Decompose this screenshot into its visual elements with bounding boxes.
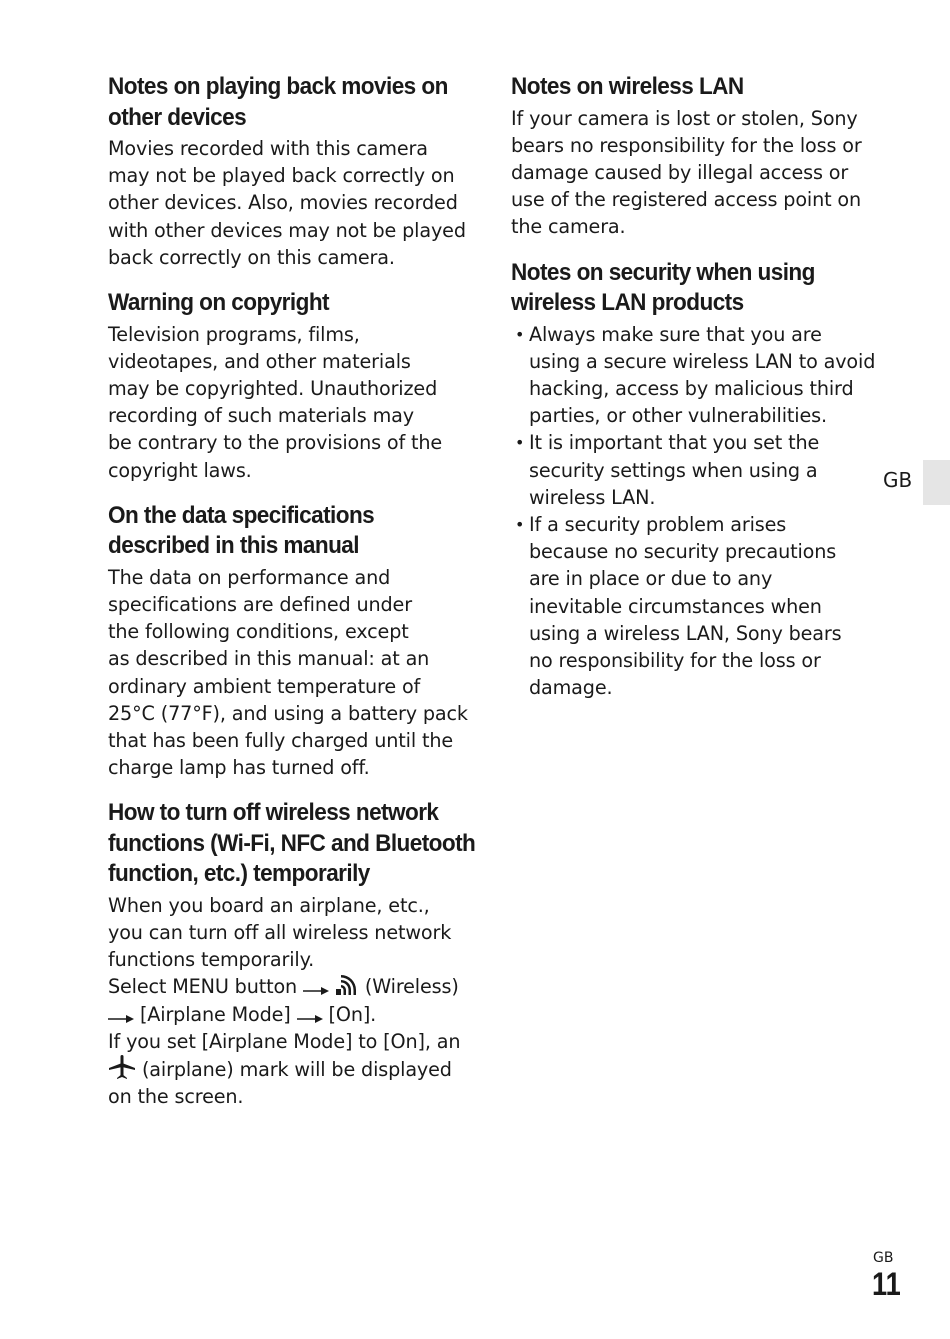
list-item (511, 429, 881, 511)
section-heading (108, 798, 476, 890)
body-line: other devices. Also, movies recorded (108, 191, 458, 215)
section-body (108, 892, 478, 1111)
body-line: use of the registered access point on (511, 188, 862, 212)
body-line: copyright laws. (108, 458, 252, 482)
body-line: functions temporarily. (108, 948, 315, 972)
heading-line: function, etc.) temporarily (108, 860, 370, 888)
left-column (108, 72, 478, 1127)
heading-line: described in this manual (108, 532, 359, 560)
arrow-right-icon (297, 1014, 323, 1024)
section-heading (511, 72, 859, 103)
section-body (108, 135, 478, 271)
menu-path-line (108, 973, 478, 1000)
body-line: using a wireless LAN, Sony bears (529, 621, 842, 645)
body-line: If you set [Airplane Mode] to [On], an (108, 1029, 461, 1053)
heading-line: other devices (108, 103, 247, 131)
section-playback-notes (108, 72, 478, 271)
body-line: charge lamp has turned off. (108, 756, 370, 780)
language-side-tab (923, 460, 950, 505)
body-line: wireless LAN. (529, 485, 656, 509)
body-line: because no security precautions (529, 540, 837, 564)
section-wireless-lan (511, 72, 881, 241)
section-heading (108, 72, 456, 133)
body-line: with other devices may not be played (108, 218, 466, 242)
section-copyright (108, 288, 478, 484)
body-line: may be copyrighted. Unauthorized (108, 376, 438, 400)
section-heading (108, 288, 456, 319)
menu-on-text: [On]. (328, 1002, 377, 1026)
body-line: specifications are defined under (108, 592, 412, 616)
heading-line: functions (Wi-Fi, NFC and Bluetooth (108, 829, 476, 857)
body-line: the camera. (511, 215, 626, 239)
body-line: recording of such materials may (108, 404, 414, 428)
list-item (511, 511, 881, 701)
body-line: The data on performance and (108, 565, 391, 589)
section-body (511, 105, 881, 241)
language-side-label: GB (883, 468, 913, 492)
body-line: If your camera is lost or stolen, Sony (511, 106, 858, 130)
heading-line: On the data specifications (108, 501, 375, 529)
heading-line: How to turn off wireless network (108, 799, 439, 827)
page-number: 11 (872, 1266, 901, 1302)
heading-line: wireless LAN products (511, 289, 744, 317)
body-line: security settings when using a (529, 458, 818, 482)
body-line: that has been fully charged until the (108, 728, 453, 752)
body-line: damage caused by illegal access or (511, 160, 849, 184)
airplane-icon (108, 1055, 136, 1079)
section-body (108, 564, 478, 782)
section-wireless-off (108, 798, 478, 1110)
body-line: videotapes, and other materials (108, 349, 411, 373)
heading-line: Warning on copyright (108, 289, 329, 317)
body-line: damage. (529, 676, 613, 700)
body-line: • If a security problem arises (529, 512, 787, 536)
right-column (511, 72, 881, 718)
section-data-specifications (108, 501, 478, 782)
arrow-right-icon (303, 986, 329, 996)
heading-line: Notes on security when using (511, 258, 815, 286)
list-item (511, 321, 881, 430)
body-line: • It is important that you set the (529, 431, 820, 455)
heading-line: Notes on wireless LAN (511, 73, 744, 100)
body-line: bears no responsibility for the loss or (511, 133, 862, 157)
body-line: ordinary ambient temperature of (108, 674, 421, 698)
wireless-icon (335, 974, 359, 996)
body-line: • Always make sure that you are (529, 322, 822, 346)
body-line: are in place or due to any (529, 567, 773, 591)
section-security (511, 258, 881, 702)
body-line: Television programs, films, (108, 322, 360, 346)
heading-line: Notes on playing back movies on (108, 73, 448, 100)
body-line: back correctly on this camera. (108, 245, 395, 269)
body-line: hacking, access by malicious third (529, 376, 854, 400)
airplane-mark-text: (airplane) mark will be displayed (141, 1058, 452, 1082)
section-heading (108, 501, 456, 562)
airplane-mark-line (108, 1055, 478, 1083)
body-line: When you board an airplane, etc., (108, 893, 430, 917)
menu-airplane-mode-text: [Airplane Mode] (139, 1002, 291, 1026)
menu-wireless-text: (Wireless) (364, 975, 459, 999)
section-heading (511, 258, 859, 319)
body-line: parties, or other vulnerabilities. (529, 404, 827, 428)
body-line: inevitable circumstances when (529, 594, 822, 618)
body-line: Movies recorded with this camera (108, 137, 428, 160)
body-line: you can turn off all wireless network (108, 921, 452, 945)
section-body (108, 321, 478, 484)
security-bullet-list (511, 321, 881, 702)
footer-language-code: GB (873, 1250, 894, 1266)
body-line: as described in this manual: at an (108, 647, 430, 671)
arrow-right-icon (108, 1014, 134, 1024)
body-line: be contrary to the provisions of the (108, 431, 443, 455)
menu-path-line (108, 1001, 478, 1028)
body-line: using a secure wireless LAN to avoid (529, 349, 876, 373)
menu-select-text: Select MENU button (108, 975, 298, 999)
body-line: on the screen. (108, 1085, 244, 1109)
body-line: the following conditions, except (108, 620, 409, 644)
body-line: 25°C (77°F), and using a battery pack (108, 701, 468, 725)
body-line: no responsibility for the loss or (529, 648, 821, 672)
body-line: may not be played back correctly on (108, 164, 455, 188)
